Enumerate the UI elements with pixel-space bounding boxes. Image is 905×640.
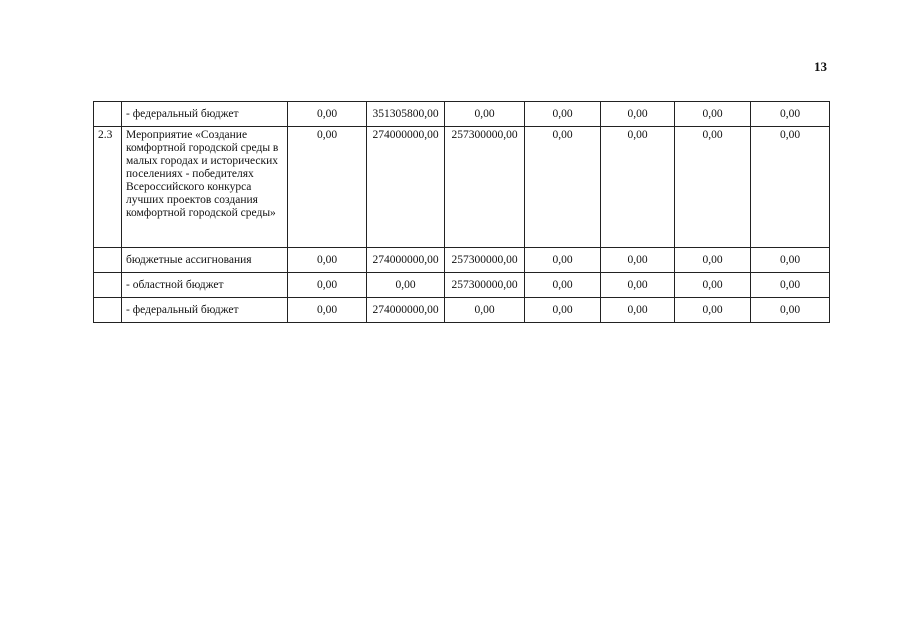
- value-cell: 0,00: [751, 127, 830, 248]
- value-cell: 0,00: [675, 248, 751, 273]
- value-cell: 0,00: [288, 273, 367, 298]
- row-number: [94, 102, 122, 127]
- table-row: [94, 248, 830, 273]
- table-row: [94, 127, 830, 248]
- value-cell: 0,00: [445, 298, 525, 323]
- value-cell: 0,00: [675, 102, 751, 127]
- budget-table: [93, 101, 830, 323]
- row-name: - федеральный бюджет: [122, 102, 288, 127]
- row-number: [94, 248, 122, 273]
- value-cell: 0,00: [288, 248, 367, 273]
- value-cell: 0,00: [751, 298, 830, 323]
- value-cell: 0,00: [288, 102, 367, 127]
- value-cell: 0,00: [751, 273, 830, 298]
- value-cell: 0,00: [445, 102, 525, 127]
- row-name: - областной бюджет: [122, 273, 288, 298]
- row-number: [94, 298, 122, 323]
- value-cell: 0,00: [525, 248, 601, 273]
- value-cell: 274000000,00: [367, 248, 445, 273]
- row-name: бюджетные ассигнования: [122, 248, 288, 273]
- value-cell: 351305800,00: [367, 102, 445, 127]
- value-cell: 257300000,00: [445, 273, 525, 298]
- value-cell: 0,00: [288, 127, 367, 248]
- value-cell: 257300000,00: [445, 127, 525, 248]
- table-row: [94, 298, 830, 323]
- value-cell: 0,00: [288, 298, 367, 323]
- value-cell: 274000000,00: [367, 298, 445, 323]
- row-name: - федеральный бюджет: [122, 298, 288, 323]
- value-cell: 274000000,00: [367, 127, 445, 248]
- value-cell: 0,00: [601, 298, 675, 323]
- value-cell: 0,00: [675, 298, 751, 323]
- value-cell: 0,00: [525, 102, 601, 127]
- value-cell: 0,00: [751, 248, 830, 273]
- row-number: 2.3: [94, 127, 122, 248]
- value-cell: 0,00: [601, 273, 675, 298]
- value-cell: 0,00: [601, 102, 675, 127]
- value-cell: 0,00: [601, 127, 675, 248]
- value-cell: 0,00: [601, 248, 675, 273]
- table-row: [94, 273, 830, 298]
- value-cell: 0,00: [525, 298, 601, 323]
- value-cell: 0,00: [525, 127, 601, 248]
- table-row: [94, 102, 830, 127]
- value-cell: 0,00: [675, 127, 751, 248]
- row-number: [94, 273, 122, 298]
- value-cell: 0,00: [675, 273, 751, 298]
- row-name: Мероприятие «Создание комфортной городской среды в малых городах и исторических поселениях - победителях Всероссийского конкурса лучших проектов создания комфортной городской среды»: [122, 127, 288, 248]
- value-cell: 0,00: [751, 102, 830, 127]
- page-number: 13: [814, 59, 827, 74]
- value-cell: 257300000,00: [445, 248, 525, 273]
- value-cell: 0,00: [525, 273, 601, 298]
- value-cell: 0,00: [367, 273, 445, 298]
